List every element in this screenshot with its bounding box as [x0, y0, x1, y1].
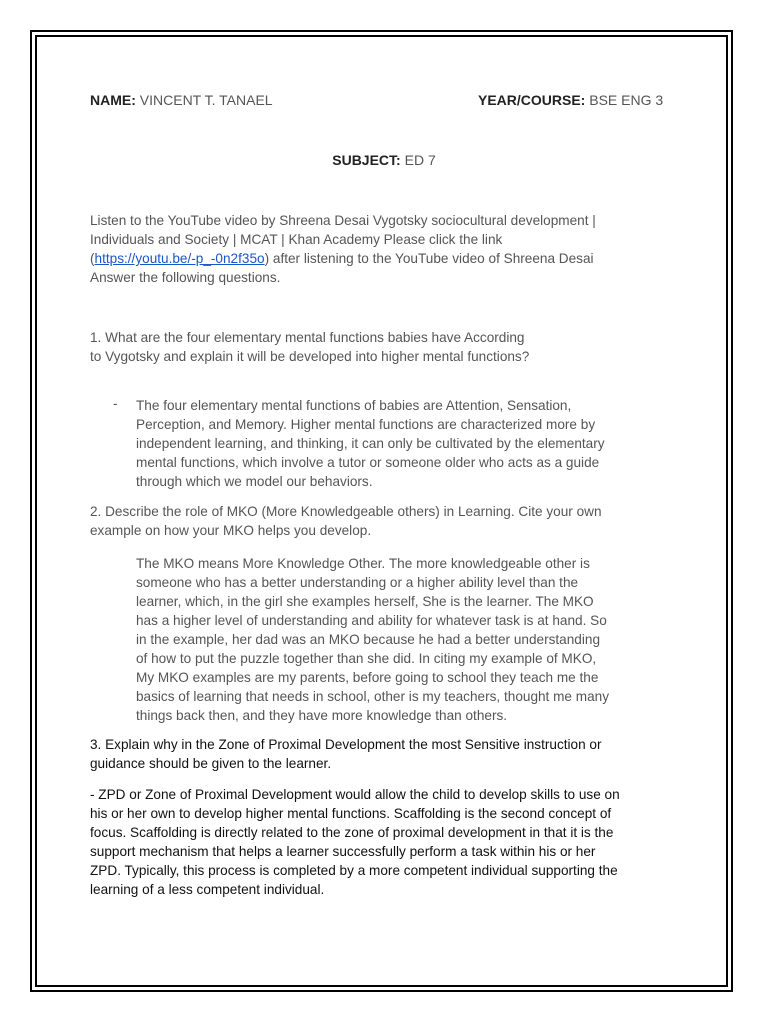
question-line: example on how your MKO helps you develop.: [90, 523, 372, 538]
name-field: [90, 92, 273, 108]
answer-line: My MKO examples are my parents, before going to school they teach me the: [136, 670, 599, 685]
question-1: [90, 328, 710, 366]
instructions-text: ) after listening to the YouTube video of Shreena Desai: [264, 251, 594, 266]
answer-line: The MKO means More Knowledge Other. The more knowledgeable other is: [136, 556, 590, 571]
answer-3: [90, 785, 692, 899]
answer-line: Perception, and Memory. Higher mental functions are characterized more by: [136, 417, 596, 432]
answer-line: of how to put the puzzle together than she did. In citing my example of MKO,: [136, 651, 597, 666]
question-line: 2. Describe the role of MKO (More Knowledgeable others) in Learning. Cite your own: [90, 504, 602, 519]
youtube-link[interactable]: https://youtu.be/-p_-0n2f35o: [94, 251, 265, 266]
question-line: guidance should be given to the learner.: [90, 756, 332, 771]
question-line: 3. Explain why in the Zone of Proximal Development the most Sensitive instruction or: [90, 737, 602, 752]
year-course-label: YEAR/COURSE:: [478, 92, 586, 108]
paren-open: (: [90, 251, 95, 266]
answer-line: his or her own to develop higher mental functions. Scaffolding is the second concept of: [90, 806, 612, 821]
answer-line: learner, which, in the girl she examples herself, She is the learner. The MKO: [136, 594, 594, 609]
answer-line: support mechanism that helps a learner successfully perform a task within his or her: [90, 844, 596, 859]
answer-line: The four elementary mental functions of babies are Attention, Sensation,: [136, 398, 572, 413]
subject-field: [0, 152, 768, 168]
instructions-line: Individuals and Society | MCAT | Khan Academy Please click the link: [90, 232, 503, 247]
answer-line: independent learning, and thinking, it can only be cultivated by the elementary: [136, 436, 605, 451]
name-label: NAME:: [90, 92, 136, 108]
question-line: to Vygotsky and explain it will be developed into higher mental functions?: [90, 349, 530, 364]
instructions-paragraph: [90, 211, 700, 287]
question-3: [90, 735, 690, 773]
name-value: VINCENT T. TANAEL: [139, 92, 273, 108]
answer-line: focus. Scaffolding is directly related to the zone of proximal development in that it is the: [90, 825, 614, 840]
answer-line: someone who has a better understanding or a higher ability level than the: [136, 575, 579, 590]
answer-2: [136, 554, 684, 725]
year-course-value: BSE ENG 3: [589, 92, 664, 108]
answer-1-dash: -: [113, 396, 118, 411]
subject-label: SUBJECT:: [332, 152, 401, 168]
answer-line: things back then, and they have more knowledge than others.: [136, 708, 508, 723]
answer-line: in the example, her dad was an MKO because he had a better understanding: [136, 632, 600, 647]
question-2: [90, 502, 690, 540]
answer-1: [136, 396, 681, 491]
question-line: 1. What are the four elementary mental functions babies have According: [90, 330, 525, 345]
answer-line: learning of a less competent individual.: [90, 882, 325, 897]
instructions-line: Listen to the YouTube video by Shreena Desai Vygotsky sociocultural development |: [90, 213, 596, 228]
answer-line: through which we model our behaviors.: [136, 474, 373, 489]
instructions-line: Answer the following questions.: [90, 270, 281, 285]
answer-line: has a higher level of understanding and ability for whatever task is at hand. So: [136, 613, 607, 628]
answer-line: basics of learning that needs in school, other is my teachers, thought me many: [136, 689, 610, 704]
year-course-field: [478, 92, 663, 108]
answer-line: mental functions, which involve a tutor or someone older who acts as a guide: [136, 455, 600, 470]
subject-value: ED 7: [404, 152, 436, 168]
answer-line: ZPD. Typically, this process is completed by a more competent individual supporting the: [90, 863, 618, 878]
instructions-line: [90, 249, 700, 268]
answer-line: - ZPD or Zone of Proximal Development would allow the child to develop skills to use on: [90, 787, 620, 802]
